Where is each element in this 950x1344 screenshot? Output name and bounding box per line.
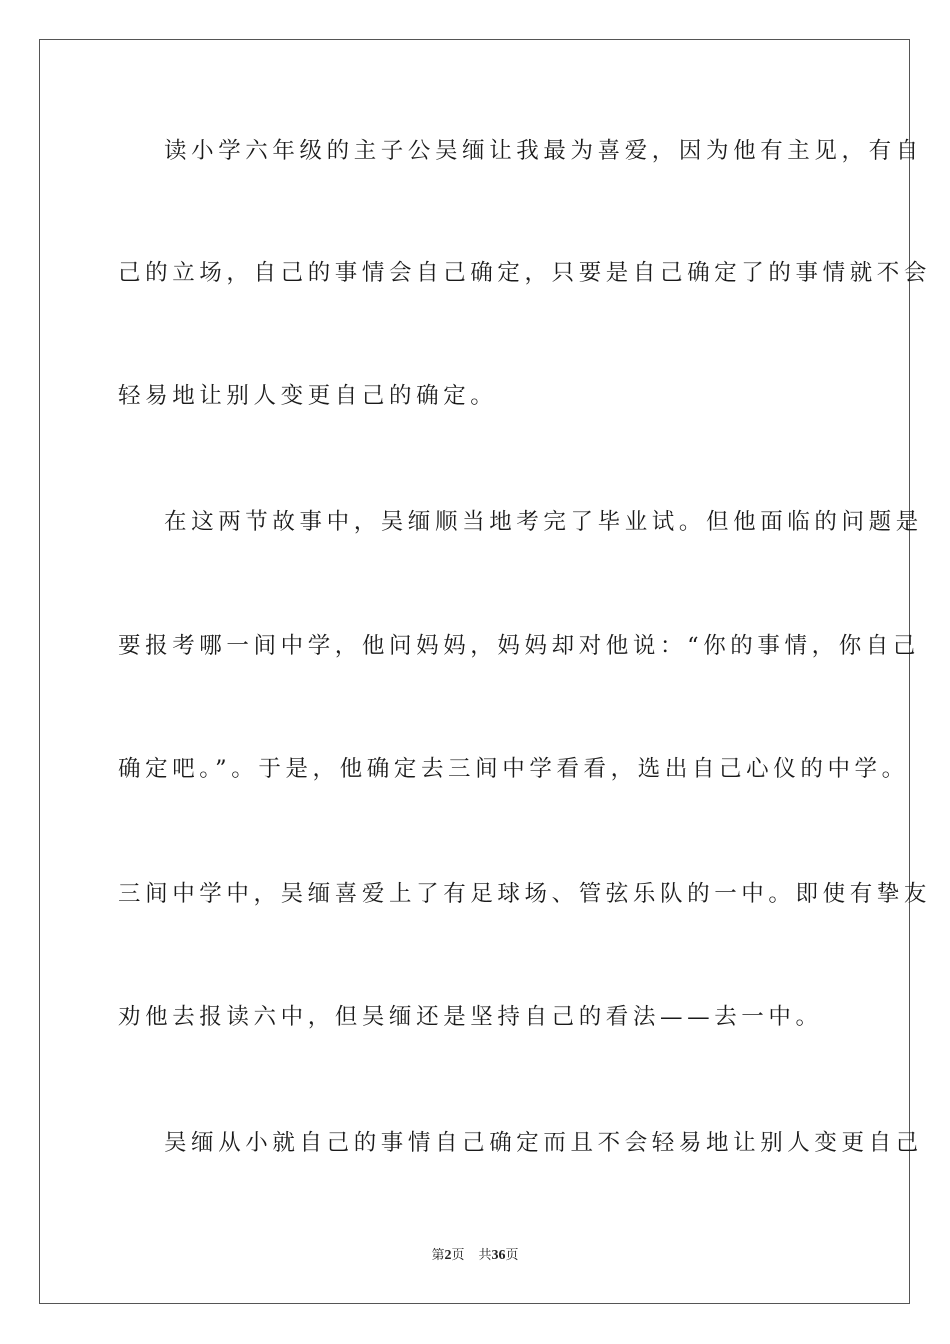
paragraph-line-6: 确定吧。”。于是，他确定去三间中学看看，选出自己心仪的中学。 bbox=[118, 756, 909, 782]
total-prefix: 共 bbox=[478, 1248, 492, 1263]
total-pages: 36 bbox=[491, 1248, 506, 1263]
paragraph-line-3: 轻易地让别人变更自己的确定。 bbox=[118, 383, 498, 409]
paragraph-line-2: 己的立场，自己的事情会自己确定，只要是自己确定了的事情就不会 bbox=[118, 260, 932, 286]
page-footer bbox=[0, 1246, 950, 1266]
page-number: 2 bbox=[444, 1248, 452, 1263]
paragraph-line-4: 在这两节故事中，吴缅顺当地考完了毕业试。但他面临的问题是 bbox=[164, 509, 923, 535]
paragraph-line-7: 三间中学中，吴缅喜爱上了有足球场、管弦乐队的一中。即使有挚友 bbox=[118, 881, 932, 907]
total-suffix: 页 bbox=[505, 1248, 519, 1263]
paragraph-line-8: 劝他去报读六中，但吴缅还是坚持自己的看法——去一中。 bbox=[118, 1004, 823, 1030]
paragraph-line-5: 要报考哪一间中学，他问妈妈，妈妈却对他说：“你的事情，你自己 bbox=[118, 633, 921, 659]
page-prefix: 第 bbox=[431, 1248, 445, 1263]
paragraph-line-1: 读小学六年级的主子公吴缅让我最为喜爱，因为他有主见，有自 bbox=[164, 138, 923, 164]
page-border bbox=[39, 39, 932, 1304]
page-suffix: 页 bbox=[451, 1248, 465, 1263]
paragraph-line-9: 吴缅从小就自己的事情自己确定而且不会轻易地让别人变更自己 bbox=[164, 1130, 923, 1156]
